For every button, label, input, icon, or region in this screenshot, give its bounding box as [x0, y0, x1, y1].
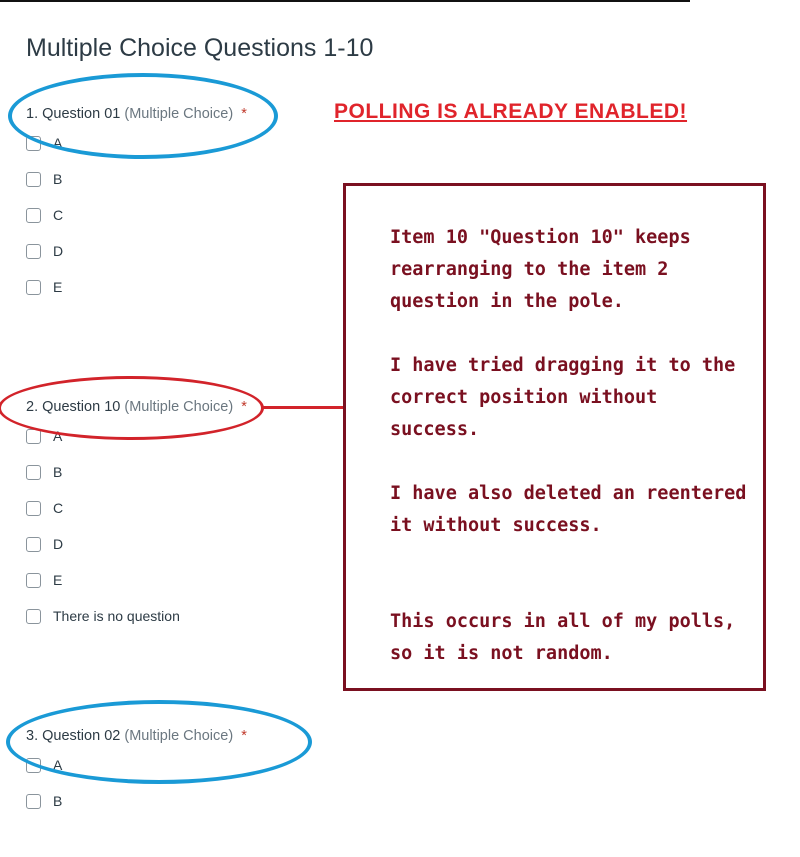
option-checkbox[interactable] — [26, 136, 41, 151]
answer-option[interactable] — [26, 747, 346, 783]
question-1 — [26, 103, 346, 305]
required-marker: * — [241, 728, 247, 744]
option-label: A — [53, 757, 63, 773]
note-paragraph: I have also deleted an reentered it without success. — [390, 483, 747, 536]
option-label: B — [53, 793, 63, 809]
question-number: 2. — [26, 399, 39, 415]
question-name: Question 10 — [42, 399, 121, 415]
option-label: A — [53, 428, 63, 444]
required-marker: * — [241, 399, 247, 415]
answer-option[interactable] — [26, 233, 346, 269]
option-label: D — [53, 536, 64, 552]
answer-option[interactable] — [26, 125, 346, 161]
option-label: C — [53, 207, 64, 223]
option-checkbox[interactable] — [26, 501, 41, 516]
option-label: E — [53, 572, 63, 588]
question-number: 1. — [26, 106, 39, 122]
required-marker: * — [241, 106, 247, 122]
option-label: C — [53, 500, 64, 516]
option-checkbox[interactable] — [26, 573, 41, 588]
answer-option[interactable] — [26, 598, 346, 634]
polling-enabled-banner: POLLING IS ALREADY ENABLED! — [334, 100, 688, 123]
option-label: D — [53, 243, 64, 259]
note-paragraph: Item 10 "Question 10" keeps rearranging to the item 2 question in the pole. — [390, 227, 691, 312]
page-title: Multiple Choice Questions 1-10 — [26, 34, 374, 62]
answer-option[interactable] — [26, 161, 346, 197]
answer-option[interactable] — [26, 454, 346, 490]
option-checkbox[interactable] — [26, 794, 41, 809]
question-2 — [26, 396, 346, 634]
option-label: E — [53, 279, 63, 295]
answer-option[interactable] — [26, 269, 346, 305]
note-paragraph: This occurs in all of my polls, so it is not random. — [390, 611, 736, 664]
question-name: Question 02 — [42, 728, 121, 744]
answer-option[interactable] — [26, 197, 346, 233]
answer-option[interactable] — [26, 526, 346, 562]
option-checkbox[interactable] — [26, 609, 41, 624]
question-type: (Multiple Choice) — [124, 399, 234, 415]
option-checkbox[interactable] — [26, 208, 41, 223]
callout-connector-line — [262, 406, 346, 409]
option-label: There is no question — [53, 608, 180, 624]
option-checkbox[interactable] — [26, 537, 41, 552]
top-divider — [0, 0, 690, 2]
question-type: (Multiple Choice) — [124, 106, 234, 122]
option-label: B — [53, 171, 63, 187]
answer-option[interactable] — [26, 562, 346, 598]
question-header — [26, 103, 346, 125]
option-checkbox[interactable] — [26, 280, 41, 295]
question-type: (Multiple Choice) — [124, 728, 234, 744]
option-label: A — [53, 135, 63, 151]
option-checkbox[interactable] — [26, 172, 41, 187]
option-label: B — [53, 464, 63, 480]
answer-option[interactable] — [26, 418, 346, 454]
question-3 — [26, 725, 346, 818]
option-checkbox[interactable] — [26, 244, 41, 259]
option-checkbox[interactable] — [26, 758, 41, 773]
note-paragraph: I have tried dragging it to the correct position without success. — [390, 355, 736, 440]
answer-option[interactable] — [26, 490, 346, 526]
option-checkbox[interactable] — [26, 429, 41, 444]
question-name: Question 01 — [42, 106, 121, 122]
answer-option[interactable] — [26, 783, 346, 818]
option-checkbox[interactable] — [26, 465, 41, 480]
question-header — [26, 725, 346, 747]
annotation-note-box — [343, 183, 766, 691]
question-number: 3. — [26, 728, 39, 744]
